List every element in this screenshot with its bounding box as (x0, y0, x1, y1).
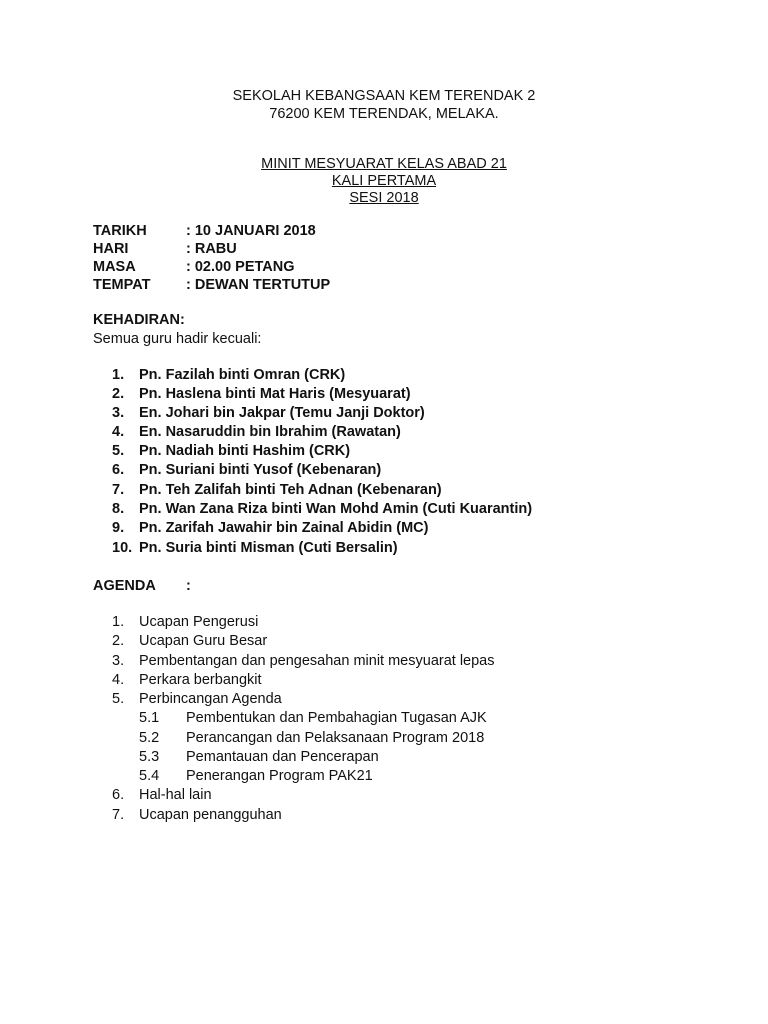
absentee-text: Pn. Wan Zana Riza binti Wan Mohd Amin (Cuti Kuarantin) (139, 501, 533, 517)
absentee-number: 1. (112, 367, 125, 383)
detail-key: HARI (93, 241, 129, 257)
detail-value: : 10 JANUARI 2018 (186, 223, 316, 239)
detail-day (93, 240, 237, 259)
attendance-heading: KEHADIRAN: (93, 312, 185, 328)
agenda-text: Perkara berbangkit (139, 672, 262, 688)
absentee-item (112, 539, 398, 558)
agenda-subnumber: 5.3 (139, 749, 160, 765)
agenda-subtext: Pembentukan dan Pembahagian Tugasan AJK (186, 710, 487, 726)
school-address: 76200 KEM TERENDAK, MELAKA. (269, 106, 499, 122)
agenda-text: Perbincangan Agenda (139, 691, 282, 707)
session-year-text: SESI 2018 (349, 190, 419, 206)
agenda-subitem (139, 767, 373, 786)
absentee-text: Pn. Haslena binti Mat Haris (Mesyuarat) (139, 386, 411, 402)
agenda-subnumber: 5.2 (139, 730, 160, 746)
agenda-item (112, 652, 495, 671)
detail-key: TARIKH (93, 223, 147, 239)
absentee-item (112, 442, 350, 461)
agenda-subitem (139, 709, 487, 728)
agenda-heading: AGENDA (93, 578, 156, 594)
school-name: SEKOLAH KEBANGSAAN KEM TERENDAK 2 (232, 88, 536, 104)
absentee-text: Pn. Teh Zalifah binti Teh Adnan (Kebenaran) (139, 482, 442, 498)
absentee-text: Pn. Nadiah binti Hashim (CRK) (139, 443, 351, 459)
agenda-subnumber: 5.1 (139, 710, 160, 726)
absentee-item (112, 500, 532, 519)
detail-value: : RABU (186, 241, 237, 257)
detail-key: TEMPAT (93, 277, 151, 293)
absentee-number: 8. (112, 501, 125, 517)
detail-venue (93, 276, 330, 295)
agenda-number: 4. (112, 672, 125, 688)
absentee-number: 2. (112, 386, 125, 402)
absentee-item (112, 519, 428, 538)
absentee-text: Pn. Suriani binti Yusof (Kebenaran) (139, 462, 382, 478)
agenda-item (112, 806, 282, 825)
agenda-colon: : (186, 578, 191, 594)
absentee-text: Pn. Suria binti Misman (Cuti Bersalin) (139, 540, 398, 556)
agenda-subitem (139, 748, 379, 767)
agenda-number: 1. (112, 614, 125, 630)
absentee-text: Pn. Zarifah Jawahir bin Zainal Abidin (MC) (139, 520, 429, 536)
agenda-number: 6. (112, 787, 125, 803)
absentee-text: En. Nasaruddin bin Ibrahim (Rawatan) (139, 424, 401, 440)
agenda-subtext: Penerangan Program PAK21 (186, 768, 373, 784)
agenda-subtext: Perancangan dan Pelaksanaan Program 2018 (186, 730, 485, 746)
absentee-number: 3. (112, 405, 125, 421)
minutes-title-text: MINIT MESYUARAT KELAS ABAD 21 (261, 156, 507, 172)
agenda-text: Ucapan Guru Besar (139, 633, 268, 649)
absentee-item (112, 461, 381, 480)
detail-time (93, 258, 295, 277)
absentee-number: 7. (112, 482, 125, 498)
agenda-item (112, 690, 282, 709)
agenda-text: Ucapan penangguhan (139, 807, 282, 823)
absentee-number: 6. (112, 462, 125, 478)
agenda-subnumber: 5.4 (139, 768, 160, 784)
absentee-item (112, 404, 425, 423)
agenda-text: Hal-hal lain (139, 787, 212, 803)
agenda-item (112, 671, 262, 690)
absentee-item (112, 366, 345, 385)
detail-value: : 02.00 PETANG (186, 259, 295, 275)
absentee-number: 4. (112, 424, 125, 440)
detail-value: : DEWAN TERTUTUP (186, 277, 331, 293)
agenda-number: 2. (112, 633, 125, 649)
absentee-text: Pn. Fazilah binti Omran (CRK) (139, 367, 346, 383)
agenda-number: 5. (112, 691, 125, 707)
agenda-item (112, 786, 212, 805)
agenda-number: 3. (112, 653, 125, 669)
detail-date (93, 222, 316, 241)
agenda-item (112, 632, 267, 651)
agenda-item (112, 613, 258, 632)
agenda-subitem (139, 729, 484, 748)
absentee-text: En. Johari bin Jakpar (Temu Janji Doktor) (139, 405, 425, 421)
agenda-number: 7. (112, 807, 125, 823)
absentee-number: 5. (112, 443, 125, 459)
absentee-number: 10. (112, 540, 133, 556)
agenda-subtext: Pemantauan dan Pencerapan (186, 749, 379, 765)
agenda-text: Ucapan Pengerusi (139, 614, 259, 630)
session-year (0, 189, 768, 208)
absentee-item (112, 385, 411, 404)
meeting-sequence-text: KALI PERTAMA (331, 173, 437, 189)
absentee-item (112, 481, 442, 500)
absentee-item (112, 423, 401, 442)
attendance-note: Semua guru hadir kecuali: (93, 331, 262, 347)
detail-key: MASA (93, 259, 136, 275)
absentee-number: 9. (112, 520, 125, 536)
agenda-text: Pembentangan dan pengesahan minit mesyuarat lepas (139, 653, 495, 669)
